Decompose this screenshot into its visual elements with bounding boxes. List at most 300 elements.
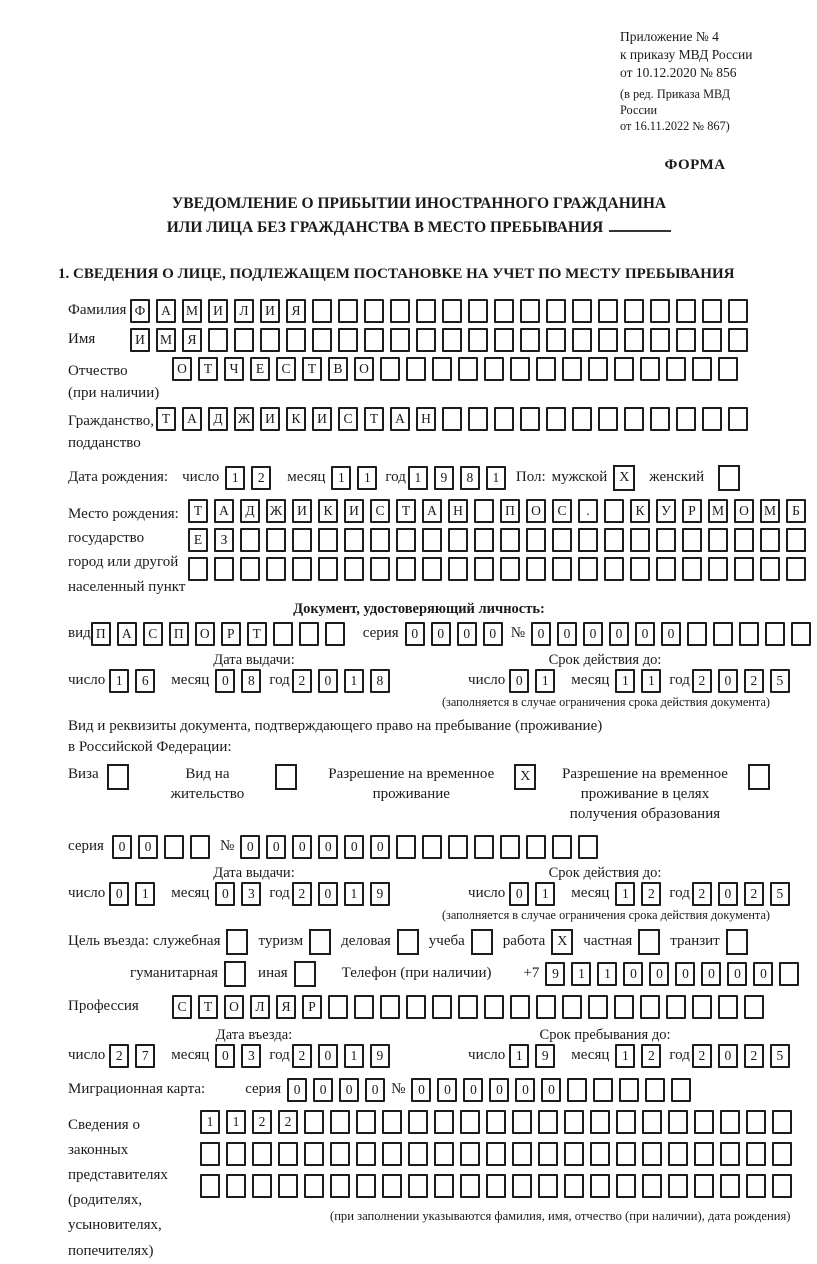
char-cell[interactable] bbox=[616, 1142, 636, 1166]
char-cell[interactable]: 0 bbox=[623, 962, 643, 986]
char-cell[interactable]: 5 bbox=[770, 882, 790, 906]
char-cell[interactable]: 1 bbox=[486, 466, 506, 490]
char-cell[interactable] bbox=[330, 1110, 350, 1134]
char-cell[interactable]: М bbox=[156, 328, 176, 352]
char-cell[interactable] bbox=[598, 299, 618, 323]
purpose-private-checkbox[interactable] bbox=[638, 929, 660, 955]
char-cell[interactable] bbox=[786, 557, 806, 581]
char-cell[interactable] bbox=[702, 407, 722, 431]
char-cell[interactable]: Л bbox=[234, 299, 254, 323]
char-cell[interactable] bbox=[630, 528, 650, 552]
char-cell[interactable]: А bbox=[156, 299, 176, 323]
char-cell[interactable]: 0 bbox=[370, 835, 390, 859]
char-cell[interactable]: 0 bbox=[609, 622, 629, 646]
char-cell[interactable]: С bbox=[338, 407, 358, 431]
char-cell[interactable]: И bbox=[260, 299, 280, 323]
char-cell[interactable]: В bbox=[328, 357, 348, 381]
char-cell[interactable] bbox=[510, 995, 530, 1019]
char-cell[interactable]: Н bbox=[416, 407, 436, 431]
char-cell[interactable]: 1 bbox=[135, 882, 155, 906]
char-cell[interactable]: 0 bbox=[266, 835, 286, 859]
char-cell[interactable] bbox=[624, 328, 644, 352]
char-cell[interactable] bbox=[572, 407, 592, 431]
char-cell[interactable]: 0 bbox=[727, 962, 747, 986]
char-cell[interactable]: 2 bbox=[292, 882, 312, 906]
char-cell[interactable] bbox=[650, 299, 670, 323]
char-cell[interactable] bbox=[330, 1174, 350, 1198]
char-cell[interactable]: 0 bbox=[489, 1078, 509, 1102]
char-cell[interactable]: А bbox=[214, 499, 234, 523]
char-cell[interactable]: 1 bbox=[331, 466, 351, 490]
char-cell[interactable] bbox=[312, 328, 332, 352]
char-cell[interactable]: Е bbox=[188, 528, 208, 552]
char-cell[interactable] bbox=[416, 328, 436, 352]
char-cell[interactable]: 0 bbox=[661, 622, 681, 646]
char-cell[interactable] bbox=[370, 528, 390, 552]
char-cell[interactable] bbox=[564, 1110, 584, 1134]
char-cell[interactable] bbox=[226, 1174, 246, 1198]
char-cell[interactable] bbox=[720, 1142, 740, 1166]
rvp-edu-checkbox[interactable] bbox=[748, 764, 770, 790]
char-cell[interactable] bbox=[408, 1142, 428, 1166]
char-cell[interactable] bbox=[682, 557, 702, 581]
char-cell[interactable]: 8 bbox=[460, 466, 480, 490]
char-cell[interactable] bbox=[744, 995, 764, 1019]
char-cell[interactable] bbox=[442, 328, 462, 352]
char-cell[interactable]: С bbox=[172, 995, 192, 1019]
char-cell[interactable] bbox=[718, 995, 738, 1019]
char-cell[interactable]: 3 bbox=[241, 1044, 261, 1068]
char-cell[interactable]: А bbox=[117, 622, 137, 646]
sex-female-checkbox[interactable] bbox=[718, 465, 740, 491]
char-cell[interactable] bbox=[474, 835, 494, 859]
char-cell[interactable] bbox=[536, 995, 556, 1019]
char-cell[interactable] bbox=[624, 299, 644, 323]
char-cell[interactable]: 0 bbox=[215, 1044, 235, 1068]
char-cell[interactable] bbox=[458, 995, 478, 1019]
char-cell[interactable] bbox=[408, 1110, 428, 1134]
char-cell[interactable] bbox=[390, 328, 410, 352]
char-cell[interactable]: С bbox=[552, 499, 572, 523]
char-cell[interactable] bbox=[200, 1142, 220, 1166]
char-cell[interactable]: Т bbox=[188, 499, 208, 523]
char-cell[interactable] bbox=[188, 557, 208, 581]
char-cell[interactable] bbox=[500, 835, 520, 859]
char-cell[interactable]: Т bbox=[198, 995, 218, 1019]
char-cell[interactable]: 0 bbox=[318, 835, 338, 859]
char-cell[interactable] bbox=[734, 557, 754, 581]
char-cell[interactable]: 0 bbox=[344, 835, 364, 859]
char-cell[interactable]: О bbox=[354, 357, 374, 381]
char-cell[interactable] bbox=[666, 995, 686, 1019]
char-cell[interactable]: 1 bbox=[615, 669, 635, 693]
char-cell[interactable] bbox=[460, 1142, 480, 1166]
char-cell[interactable]: 0 bbox=[318, 882, 338, 906]
vnj-checkbox[interactable] bbox=[275, 764, 297, 790]
char-cell[interactable] bbox=[364, 328, 384, 352]
char-cell[interactable] bbox=[765, 622, 785, 646]
char-cell[interactable] bbox=[562, 995, 582, 1019]
char-cell[interactable]: И bbox=[130, 328, 150, 352]
char-cell[interactable] bbox=[604, 528, 624, 552]
char-cell[interactable]: Т bbox=[364, 407, 384, 431]
char-cell[interactable] bbox=[642, 1142, 662, 1166]
purpose-official-checkbox[interactable] bbox=[226, 929, 248, 955]
char-cell[interactable]: 2 bbox=[251, 466, 271, 490]
char-cell[interactable]: Р bbox=[682, 499, 702, 523]
char-cell[interactable] bbox=[640, 357, 660, 381]
char-cell[interactable] bbox=[370, 557, 390, 581]
char-cell[interactable] bbox=[786, 528, 806, 552]
char-cell[interactable]: 1 bbox=[571, 962, 591, 986]
char-cell[interactable] bbox=[702, 299, 722, 323]
char-cell[interactable] bbox=[292, 528, 312, 552]
char-cell[interactable] bbox=[468, 299, 488, 323]
char-cell[interactable]: 7 bbox=[135, 1044, 155, 1068]
char-cell[interactable] bbox=[772, 1142, 792, 1166]
char-cell[interactable]: М bbox=[760, 499, 780, 523]
char-cell[interactable] bbox=[344, 528, 364, 552]
char-cell[interactable] bbox=[590, 1110, 610, 1134]
char-cell[interactable]: 1 bbox=[357, 466, 377, 490]
char-cell[interactable]: 0 bbox=[437, 1078, 457, 1102]
char-cell[interactable] bbox=[500, 528, 520, 552]
char-cell[interactable] bbox=[318, 528, 338, 552]
char-cell[interactable]: 9 bbox=[434, 466, 454, 490]
char-cell[interactable]: 1 bbox=[109, 669, 129, 693]
char-cell[interactable]: 0 bbox=[457, 622, 477, 646]
char-cell[interactable] bbox=[694, 1142, 714, 1166]
char-cell[interactable] bbox=[668, 1110, 688, 1134]
char-cell[interactable]: 0 bbox=[509, 669, 529, 693]
char-cell[interactable]: 9 bbox=[545, 962, 565, 986]
char-cell[interactable] bbox=[650, 328, 670, 352]
char-cell[interactable]: 0 bbox=[138, 835, 158, 859]
char-cell[interactable]: К bbox=[630, 499, 650, 523]
char-cell[interactable]: 2 bbox=[692, 882, 712, 906]
char-cell[interactable]: 0 bbox=[313, 1078, 333, 1102]
char-cell[interactable] bbox=[422, 835, 442, 859]
char-cell[interactable]: С bbox=[143, 622, 163, 646]
char-cell[interactable]: Я bbox=[276, 995, 296, 1019]
char-cell[interactable]: М bbox=[708, 499, 728, 523]
char-cell[interactable]: Ж bbox=[266, 499, 286, 523]
visa-checkbox[interactable] bbox=[107, 764, 129, 790]
char-cell[interactable] bbox=[728, 407, 748, 431]
char-cell[interactable] bbox=[779, 962, 799, 986]
char-cell[interactable] bbox=[406, 995, 426, 1019]
char-cell[interactable]: Р bbox=[221, 622, 241, 646]
char-cell[interactable] bbox=[538, 1174, 558, 1198]
char-cell[interactable] bbox=[692, 995, 712, 1019]
char-cell[interactable] bbox=[578, 557, 598, 581]
char-cell[interactable] bbox=[448, 528, 468, 552]
char-cell[interactable] bbox=[520, 407, 540, 431]
char-cell[interactable] bbox=[460, 1110, 480, 1134]
char-cell[interactable] bbox=[694, 1110, 714, 1134]
char-cell[interactable]: 0 bbox=[431, 622, 451, 646]
char-cell[interactable]: 0 bbox=[287, 1078, 307, 1102]
char-cell[interactable] bbox=[650, 407, 670, 431]
char-cell[interactable] bbox=[526, 528, 546, 552]
char-cell[interactable]: Я bbox=[286, 299, 306, 323]
char-cell[interactable] bbox=[720, 1110, 740, 1134]
char-cell[interactable]: 2 bbox=[292, 669, 312, 693]
char-cell[interactable] bbox=[590, 1142, 610, 1166]
char-cell[interactable] bbox=[772, 1110, 792, 1134]
char-cell[interactable]: Т bbox=[198, 357, 218, 381]
char-cell[interactable] bbox=[325, 622, 345, 646]
char-cell[interactable] bbox=[364, 299, 384, 323]
char-cell[interactable] bbox=[432, 357, 452, 381]
char-cell[interactable] bbox=[214, 557, 234, 581]
char-cell[interactable]: 0 bbox=[718, 1044, 738, 1068]
char-cell[interactable]: О bbox=[172, 357, 192, 381]
char-cell[interactable]: 0 bbox=[109, 882, 129, 906]
purpose-transit-checkbox[interactable] bbox=[726, 929, 748, 955]
char-cell[interactable] bbox=[676, 407, 696, 431]
char-cell[interactable] bbox=[292, 557, 312, 581]
char-cell[interactable] bbox=[344, 557, 364, 581]
char-cell[interactable]: 1 bbox=[509, 1044, 529, 1068]
char-cell[interactable] bbox=[468, 407, 488, 431]
char-cell[interactable] bbox=[338, 299, 358, 323]
char-cell[interactable] bbox=[572, 328, 592, 352]
char-cell[interactable]: 2 bbox=[692, 669, 712, 693]
char-cell[interactable]: И bbox=[344, 499, 364, 523]
char-cell[interactable]: С bbox=[276, 357, 296, 381]
char-cell[interactable] bbox=[338, 328, 358, 352]
char-cell[interactable] bbox=[656, 557, 676, 581]
char-cell[interactable] bbox=[408, 1174, 428, 1198]
char-cell[interactable] bbox=[720, 1174, 740, 1198]
char-cell[interactable] bbox=[390, 299, 410, 323]
char-cell[interactable] bbox=[564, 1142, 584, 1166]
char-cell[interactable] bbox=[474, 528, 494, 552]
char-cell[interactable] bbox=[728, 328, 748, 352]
char-cell[interactable]: 0 bbox=[463, 1078, 483, 1102]
char-cell[interactable]: 8 bbox=[370, 669, 390, 693]
char-cell[interactable]: 2 bbox=[744, 882, 764, 906]
char-cell[interactable] bbox=[252, 1142, 272, 1166]
char-cell[interactable] bbox=[234, 328, 254, 352]
char-cell[interactable]: 0 bbox=[557, 622, 577, 646]
char-cell[interactable]: Т bbox=[302, 357, 322, 381]
char-cell[interactable] bbox=[772, 1174, 792, 1198]
char-cell[interactable] bbox=[546, 299, 566, 323]
char-cell[interactable] bbox=[656, 528, 676, 552]
char-cell[interactable]: Ж bbox=[234, 407, 254, 431]
char-cell[interactable]: Ф bbox=[130, 299, 150, 323]
char-cell[interactable] bbox=[354, 995, 374, 1019]
char-cell[interactable] bbox=[604, 557, 624, 581]
char-cell[interactable] bbox=[442, 299, 462, 323]
char-cell[interactable] bbox=[588, 357, 608, 381]
purpose-work-checkbox[interactable]: X bbox=[551, 929, 573, 955]
char-cell[interactable]: 1 bbox=[344, 669, 364, 693]
char-cell[interactable] bbox=[578, 528, 598, 552]
char-cell[interactable] bbox=[668, 1142, 688, 1166]
char-cell[interactable] bbox=[642, 1110, 662, 1134]
char-cell[interactable] bbox=[567, 1078, 587, 1102]
char-cell[interactable]: И bbox=[260, 407, 280, 431]
char-cell[interactable]: 2 bbox=[252, 1110, 272, 1134]
char-cell[interactable]: О bbox=[224, 995, 244, 1019]
char-cell[interactable] bbox=[546, 407, 566, 431]
char-cell[interactable]: Е bbox=[250, 357, 270, 381]
char-cell[interactable]: 0 bbox=[318, 669, 338, 693]
char-cell[interactable] bbox=[588, 995, 608, 1019]
char-cell[interactable]: 0 bbox=[339, 1078, 359, 1102]
char-cell[interactable]: 8 bbox=[241, 669, 261, 693]
char-cell[interactable] bbox=[739, 622, 759, 646]
char-cell[interactable] bbox=[552, 835, 572, 859]
char-cell[interactable] bbox=[538, 1110, 558, 1134]
char-cell[interactable]: 0 bbox=[240, 835, 260, 859]
char-cell[interactable]: П bbox=[500, 499, 520, 523]
char-cell[interactable]: 1 bbox=[615, 882, 635, 906]
char-cell[interactable] bbox=[432, 995, 452, 1019]
char-cell[interactable]: Т bbox=[156, 407, 176, 431]
char-cell[interactable]: 3 bbox=[241, 882, 261, 906]
char-cell[interactable] bbox=[396, 557, 416, 581]
char-cell[interactable]: 5 bbox=[770, 1044, 790, 1068]
char-cell[interactable] bbox=[226, 1142, 246, 1166]
char-cell[interactable] bbox=[328, 995, 348, 1019]
char-cell[interactable] bbox=[593, 1078, 613, 1102]
char-cell[interactable] bbox=[640, 995, 660, 1019]
char-cell[interactable] bbox=[694, 1174, 714, 1198]
char-cell[interactable] bbox=[240, 557, 260, 581]
char-cell[interactable] bbox=[512, 1142, 532, 1166]
char-cell[interactable]: М bbox=[182, 299, 202, 323]
char-cell[interactable]: И bbox=[312, 407, 332, 431]
char-cell[interactable]: 0 bbox=[515, 1078, 535, 1102]
char-cell[interactable] bbox=[474, 499, 494, 523]
char-cell[interactable]: У bbox=[656, 499, 676, 523]
char-cell[interactable] bbox=[468, 328, 488, 352]
char-cell[interactable] bbox=[713, 622, 733, 646]
char-cell[interactable] bbox=[590, 1174, 610, 1198]
char-cell[interactable]: 1 bbox=[597, 962, 617, 986]
char-cell[interactable] bbox=[598, 328, 618, 352]
char-cell[interactable]: О bbox=[526, 499, 546, 523]
char-cell[interactable] bbox=[396, 528, 416, 552]
char-cell[interactable] bbox=[312, 299, 332, 323]
char-cell[interactable] bbox=[434, 1142, 454, 1166]
char-cell[interactable]: К bbox=[318, 499, 338, 523]
char-cell[interactable] bbox=[791, 622, 811, 646]
char-cell[interactable] bbox=[434, 1174, 454, 1198]
char-cell[interactable] bbox=[598, 407, 618, 431]
char-cell[interactable]: 0 bbox=[675, 962, 695, 986]
char-cell[interactable] bbox=[630, 557, 650, 581]
char-cell[interactable]: Т bbox=[247, 622, 267, 646]
char-cell[interactable] bbox=[382, 1142, 402, 1166]
char-cell[interactable] bbox=[614, 357, 634, 381]
char-cell[interactable]: 0 bbox=[753, 962, 773, 986]
char-cell[interactable] bbox=[702, 328, 722, 352]
char-cell[interactable]: 2 bbox=[641, 882, 661, 906]
char-cell[interactable]: 0 bbox=[292, 835, 312, 859]
char-cell[interactable]: П bbox=[169, 622, 189, 646]
char-cell[interactable] bbox=[671, 1078, 691, 1102]
char-cell[interactable]: О bbox=[734, 499, 754, 523]
char-cell[interactable] bbox=[666, 357, 686, 381]
char-cell[interactable] bbox=[278, 1142, 298, 1166]
char-cell[interactable]: 0 bbox=[411, 1078, 431, 1102]
char-cell[interactable] bbox=[512, 1174, 532, 1198]
char-cell[interactable]: 1 bbox=[535, 669, 555, 693]
char-cell[interactable] bbox=[442, 407, 462, 431]
char-cell[interactable]: К bbox=[286, 407, 306, 431]
char-cell[interactable] bbox=[708, 557, 728, 581]
char-cell[interactable] bbox=[619, 1078, 639, 1102]
char-cell[interactable] bbox=[484, 995, 504, 1019]
char-cell[interactable]: 1 bbox=[344, 1044, 364, 1068]
char-cell[interactable] bbox=[604, 499, 624, 523]
char-cell[interactable]: . bbox=[578, 499, 598, 523]
sex-male-checkbox[interactable]: X bbox=[613, 465, 635, 491]
rvp-checkbox[interactable]: X bbox=[514, 764, 536, 790]
purpose-study-checkbox[interactable] bbox=[471, 929, 493, 955]
char-cell[interactable] bbox=[687, 622, 707, 646]
char-cell[interactable] bbox=[676, 299, 696, 323]
char-cell[interactable] bbox=[190, 835, 210, 859]
char-cell[interactable]: 2 bbox=[692, 1044, 712, 1068]
char-cell[interactable]: 2 bbox=[292, 1044, 312, 1068]
char-cell[interactable] bbox=[520, 328, 540, 352]
char-cell[interactable]: 0 bbox=[483, 622, 503, 646]
char-cell[interactable] bbox=[494, 299, 514, 323]
char-cell[interactable] bbox=[734, 528, 754, 552]
char-cell[interactable] bbox=[510, 357, 530, 381]
char-cell[interactable] bbox=[330, 1142, 350, 1166]
char-cell[interactable] bbox=[616, 1110, 636, 1134]
char-cell[interactable]: 2 bbox=[278, 1110, 298, 1134]
char-cell[interactable] bbox=[578, 835, 598, 859]
char-cell[interactable] bbox=[494, 328, 514, 352]
char-cell[interactable] bbox=[356, 1142, 376, 1166]
char-cell[interactable]: 0 bbox=[718, 882, 738, 906]
char-cell[interactable] bbox=[642, 1174, 662, 1198]
char-cell[interactable] bbox=[252, 1174, 272, 1198]
char-cell[interactable] bbox=[500, 557, 520, 581]
char-cell[interactable]: 0 bbox=[701, 962, 721, 986]
char-cell[interactable] bbox=[356, 1110, 376, 1134]
char-cell[interactable] bbox=[380, 357, 400, 381]
purpose-tourism-checkbox[interactable] bbox=[309, 929, 331, 955]
char-cell[interactable]: 0 bbox=[583, 622, 603, 646]
char-cell[interactable] bbox=[260, 328, 280, 352]
char-cell[interactable] bbox=[208, 328, 228, 352]
char-cell[interactable] bbox=[520, 299, 540, 323]
char-cell[interactable] bbox=[356, 1174, 376, 1198]
char-cell[interactable] bbox=[760, 557, 780, 581]
char-cell[interactable] bbox=[572, 299, 592, 323]
char-cell[interactable] bbox=[692, 357, 712, 381]
char-cell[interactable] bbox=[668, 1174, 688, 1198]
char-cell[interactable] bbox=[746, 1110, 766, 1134]
char-cell[interactable] bbox=[406, 357, 426, 381]
char-cell[interactable] bbox=[760, 528, 780, 552]
char-cell[interactable] bbox=[396, 835, 416, 859]
char-cell[interactable] bbox=[382, 1174, 402, 1198]
char-cell[interactable]: 2 bbox=[744, 669, 764, 693]
char-cell[interactable] bbox=[562, 357, 582, 381]
char-cell[interactable] bbox=[318, 557, 338, 581]
char-cell[interactable]: Б bbox=[786, 499, 806, 523]
